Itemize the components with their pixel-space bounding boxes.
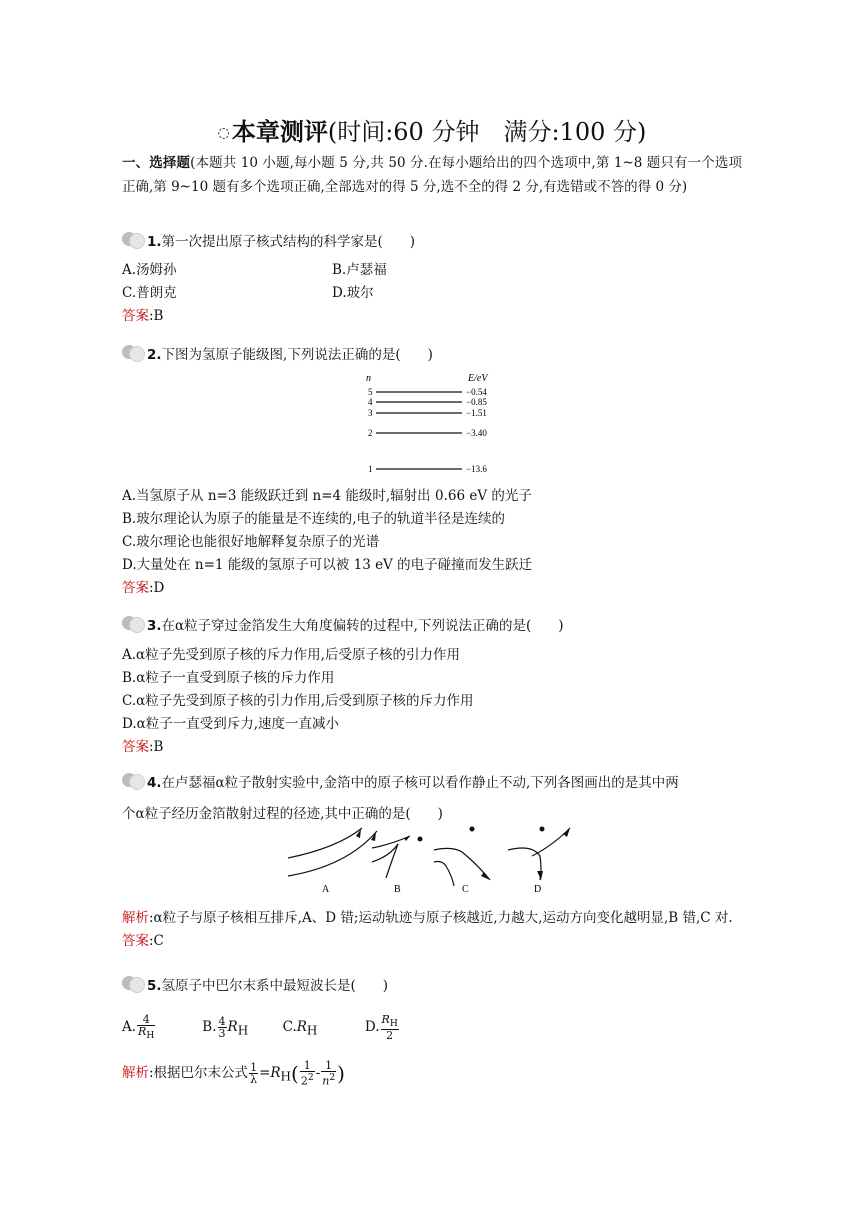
level-1 — [368, 464, 487, 473]
option-b: B.α粒子一直受到原子核的斥力作用 — [122, 670, 335, 686]
analysis-label: 解析 — [122, 1065, 149, 1081]
q5-analysis: 解析:根据巴尔末公式 $\frac{1}{\lambda}$ $=R_H$( $\frac{1}{2^2}$ - $\frac{1}{n^2}$ ) — [122, 1059, 345, 1088]
option-b: B. $\frac{4}{3}$ $R_H$ — [202, 1015, 249, 1040]
answer-value: :B — [149, 739, 164, 755]
question-number: 2. — [147, 347, 162, 363]
page-title — [122, 112, 742, 147]
question-marker-icon — [122, 345, 144, 361]
svg-text:−3.40: −3.40 — [466, 428, 487, 438]
answer-value: :C — [149, 933, 164, 949]
svg-text:D: D — [534, 884, 542, 892]
svg-text:4: 4 — [368, 397, 373, 407]
level-2 — [368, 428, 487, 438]
svg-text:3: 3 — [368, 408, 373, 418]
figure-b — [372, 836, 423, 892]
question-2 — [122, 343, 742, 600]
svg-text:1: 1 — [368, 464, 373, 473]
answer-value: :D — [149, 580, 165, 596]
question-marker-icon — [122, 976, 144, 992]
question-stem-line-1: 在卢瑟福α粒子散射实验中,金箔中的原子核可以看作静止不动,下列各图画出的是其中两 — [161, 775, 679, 791]
question-stem: 下图为氢原子能级图,下列说法正确的是( ) — [161, 347, 433, 363]
section-heading: 一、选择题 — [122, 155, 191, 171]
svg-text:B: B — [394, 884, 401, 892]
option-c: C.玻尔理论也能很好地解释复杂原子的光谱 — [122, 534, 380, 550]
question-3 — [122, 614, 742, 759]
energy-level-diagram — [122, 367, 742, 473]
option-a: A.当氢原子从 n=3 能级跃迁到 n=4 能级时,辐射出 0.66 eV 的光子 — [122, 488, 532, 504]
level-5 — [368, 387, 487, 397]
answer-label: 答案 — [122, 739, 149, 755]
answer-label: 答案 — [122, 308, 149, 324]
svg-text:−0.85: −0.85 — [466, 397, 487, 407]
option-c: C.α粒子先受到原子核的引力作用,后受到原子核的斥力作用 — [122, 693, 474, 709]
question-marker-icon — [122, 773, 144, 789]
option-d: D.玻尔 — [332, 285, 374, 301]
question-5 — [122, 974, 742, 1088]
section-text: (本题共 10 小题,每小题 5 分,共 50 分.在每小题给出的四个选项中,第 1~8 题只有一个选项正确,第 9~10 题有多个选项正确,全部选对的得 5 分,选不全的得 2 分,有选错或不答的得 0 分) — [122, 155, 742, 195]
option-c: C.普朗克 — [122, 285, 177, 301]
question-stem-line-2: 个α粒子经历金箔散射过程的径迹,其中正确的是( ) — [122, 806, 443, 822]
q5-options — [122, 1012, 742, 1042]
option-d: D. $\frac{R_H}{2}$ — [364, 1012, 398, 1043]
answer-label: 答案 — [122, 933, 149, 949]
svg-text:−13.6: −13.6 — [466, 464, 487, 473]
section-intro — [122, 151, 742, 199]
question-number: 4. — [147, 775, 162, 791]
figure-d — [508, 827, 570, 893]
option-a: A.α粒子先受到原子核的斥力作用,后受原子核的引力作用 — [122, 647, 460, 663]
svg-text:−1.51: −1.51 — [466, 408, 487, 418]
option-a: A. $\frac{4}{R_H}$ — [122, 1012, 155, 1042]
answer-label: 答案 — [122, 580, 149, 596]
option-b: B.玻尔理论认为原子的能量是不连续的,电子的轨道半径是连续的 — [122, 511, 506, 527]
question-stem: 氢原子中巴尔末系中最短波长是( ) — [161, 978, 389, 994]
diagram-n-label: n — [366, 373, 371, 384]
figure-c — [434, 827, 490, 893]
level-4 — [368, 397, 487, 407]
analysis-text: :α粒子与原子核相互排斥,A、D 错;运动轨迹与原子核越近,力越大,运动方向变化越明显,B 错,C 对. — [149, 910, 733, 926]
svg-text:−0.54: −0.54 — [466, 387, 487, 397]
analysis-text: :根据巴尔末公式 — [149, 1065, 249, 1081]
analysis-label: 解析 — [122, 910, 149, 926]
option-a: A.汤姆孙 — [122, 262, 177, 278]
question-marker-icon — [122, 616, 144, 632]
question-number: 1. — [147, 234, 162, 250]
option-c: $C.R_H$ — [282, 1019, 318, 1038]
question-marker-icon — [122, 232, 144, 248]
svg-text:A: A — [322, 884, 330, 892]
diagram-e-label: E/eV — [468, 373, 488, 384]
svg-text:C: C — [462, 884, 469, 892]
answer-value: :B — [149, 308, 164, 324]
question-stem: 第一次提出原子核式结构的科学家是( ) — [161, 234, 416, 250]
formula: $\frac{1}{\lambda}$ — [250, 1061, 258, 1086]
question-stem: 在α粒子穿过金箔发生大角度偏转的过程中,下列说法正确的是( ) — [161, 618, 564, 634]
question-number: 5. — [147, 978, 162, 994]
question-4 — [122, 771, 742, 953]
svg-text:2: 2 — [368, 428, 373, 438]
title-bold: 本章测评 — [231, 118, 328, 146]
circle-icon: ◌ — [217, 125, 230, 141]
question-number: 3. — [147, 618, 162, 634]
figure-a — [288, 828, 377, 892]
svg-text:5: 5 — [368, 387, 373, 397]
title-rest: (时间:60 分钟 满分:100 分) — [327, 118, 647, 146]
option-d: D.α粒子一直受到斥力,速度一直减小 — [122, 716, 340, 732]
scattering-figure — [122, 826, 742, 892]
option-d: D.大量处在 n=1 能级的氢原子可以被 13 eV 的电子碰撞而发生跃迁 — [122, 557, 533, 573]
option-b: B.卢瑟福 — [332, 262, 387, 278]
question-1 — [122, 230, 742, 328]
level-3 — [368, 408, 487, 418]
